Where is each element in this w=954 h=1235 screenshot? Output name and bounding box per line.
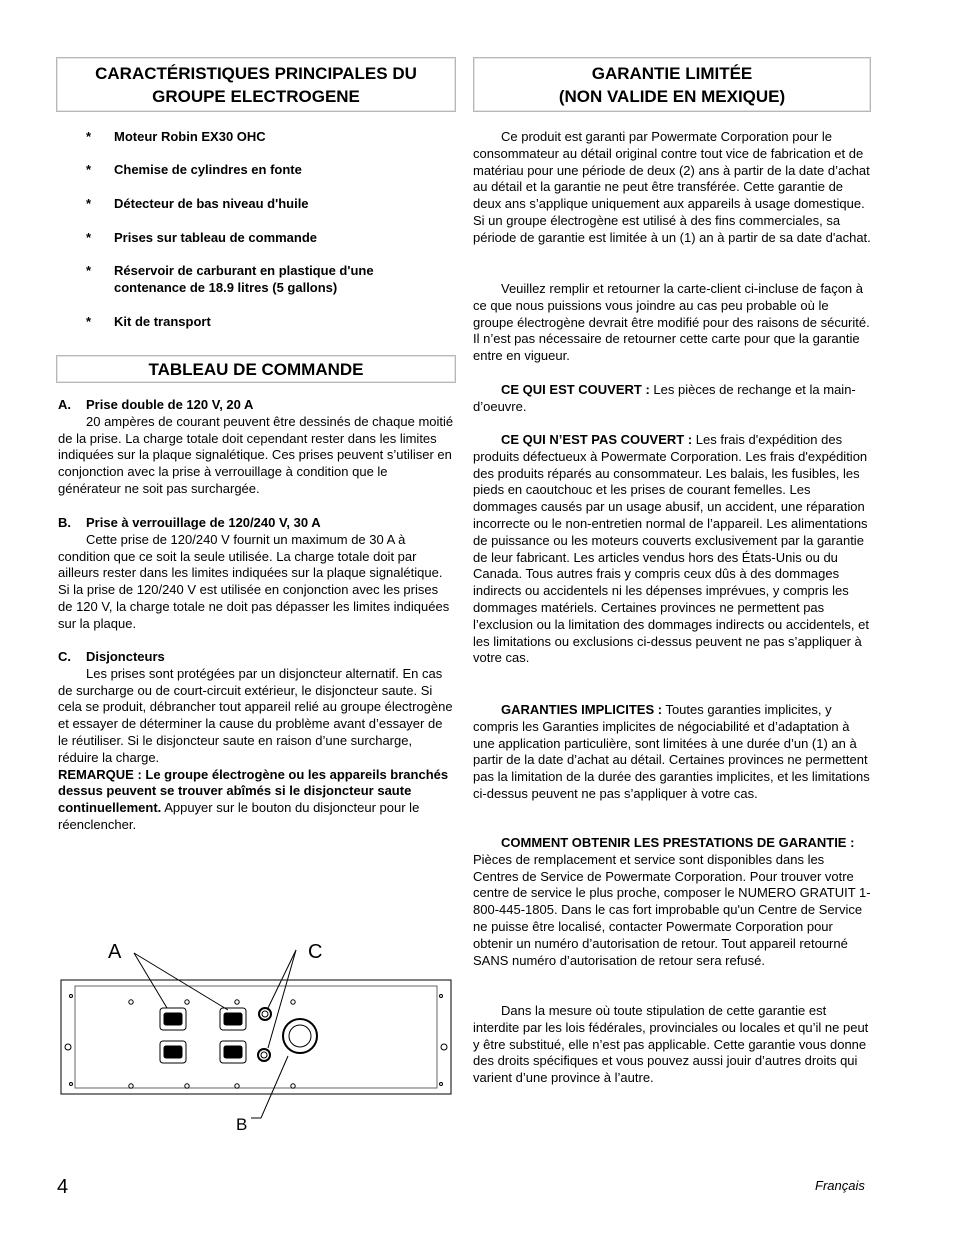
page-number: 4 (57, 1176, 69, 1198)
screw (235, 1000, 239, 1004)
features-heading (56, 57, 456, 112)
list-item-text-2: contenance de 18.9 litres (5 gallons) (114, 280, 338, 295)
section-c-body: Les prises sont protégées par un disjoncteur alternatif. En cas de surcharge ou de court-circuit extérieur, le disjoncteur saute. Si cela se produit, débrancher tout appareil relié au groupe électrogène et essayer de déterminer la cause du problème avant d’essayer de le réutiliser. Si le disjoncteur saute en raison d’une surcharge, réduire la charge. (58, 665, 453, 765)
twist-lock-outlet-inner (289, 1025, 311, 1047)
paragraph-text (473, 382, 871, 416)
screw (440, 1083, 443, 1086)
section-c (58, 649, 454, 834)
list-item-text-wrap (114, 262, 454, 296)
covered-text: Les pièces de rechange et la main-d’oeuvre. (473, 382, 856, 414)
language-label: Français (815, 1178, 865, 1193)
section-a-letter: A. (58, 397, 71, 412)
paragraph-text: Dans la mesure où toute stipulation de cette garantie est interdite par les lois fédérales, provinciales ou locales et qu’il ne peut y être substitué, elle n’est pas applicable. Cette garantie vous donne des droits spécifiques et vous pouvez aussi jouir d’autres droits qui varient d’une province à l’autre. (473, 1003, 869, 1086)
not-covered-paragraph (473, 432, 871, 667)
duplex-outlet-1 (160, 1008, 186, 1063)
note-tail: Appuyer sur le bouton du disjoncteur pour le réenclencher. (58, 800, 420, 832)
control-panel-heading-text: TABLEAU DE COMMANDE (148, 360, 364, 379)
screw (70, 1083, 73, 1086)
duplex-outlet-2 (220, 1008, 246, 1063)
label-b: B (236, 1115, 248, 1134)
list-item-text: Prises sur tableau de commande (114, 230, 318, 245)
warranty-heading-line1: GARANTIE LIMITÉE (591, 64, 753, 83)
paragraph-text (473, 432, 871, 667)
list-item-text: Détecteur de bas niveau d'huile (114, 196, 309, 211)
section-a-head (58, 397, 454, 414)
bullet-marker: * (86, 263, 92, 278)
section-c-letter: C. (58, 649, 71, 664)
bullet-marker: * (86, 129, 92, 144)
screw (129, 1000, 133, 1004)
list-item-text: Moteur Robin EX30 OHC (114, 129, 266, 144)
section-b-letter: B. (58, 515, 71, 530)
control-panel-diagram (56, 938, 456, 1138)
screw (185, 1000, 189, 1004)
paragraph-text: Ce produit est garanti par Powermate Corporation pour le consommateur au détail original contre tout vice de fabrication et de matériau pour une période de deux (2) ans à partir de la date d’achat au détail et la garantie ne peut être transférée. Cette garantie de deux ans s’applique uniquement aux appareils à usage domestique. Si un groupe électrogène est utilisé à des fins commerciales, sa période de garantie est limitée à un (1) an à partir de sa date d'achat. (473, 129, 871, 245)
section-c-note (58, 767, 454, 834)
features-heading-line1: CARACTÉRISTIQUES PRINCIPALES DU (95, 64, 417, 83)
list-item-text: Réservoir de carburant en plastique d'une (114, 263, 374, 278)
list-item-text: Chemise de cylindres en fonte (114, 162, 302, 177)
section-b-title: Prise à verrouillage de 120/240 V, 30 A (86, 515, 321, 530)
screw (440, 995, 443, 998)
breaker (262, 1011, 268, 1017)
breaker (259, 1008, 271, 1020)
paragraph-text (473, 835, 871, 969)
features-heading-line2: GROUPE ELECTROGENE (152, 87, 360, 106)
section-a-body: 20 ampères de courant peuvent être dessinés de chaque moitié de la prise. La charge totale doit cependant rester dans les limites indiquées sur la plaque signalétique. Ces prises peuvent s’utiliser en conjonction avec la prise à verrouillage à condition que le générateur ne soit pas surchargée. (58, 413, 454, 496)
service-paragraph (473, 835, 871, 969)
note-bold: REMARQUE : Le groupe électrogène ou les appareils branchés dessus peuvent se trouver abîmés si le disjoncteur saute continuellement. (58, 766, 449, 816)
twist-lock-outlet (283, 1019, 317, 1053)
list-item-text: Kit de transport (114, 314, 211, 329)
implied-label: GARANTIES IMPLICITES : (501, 702, 663, 717)
mounting-hole (441, 1044, 447, 1050)
section-c-head (58, 649, 454, 666)
service-text: Pièces de remplacement et service sont disponibles dans les Centres de Service de Powermate Corporation. Pour trouver votre centre de service le plus proche, composer le NUMERO GRATUIT 1-800-445-1805. Dans le cas fort improbable qu'un Centre de Service ne puisse être localisé, contacter Powermate Corporation pour obtenir un numéro d’autorisation de retour. Tout appareil retourné SANS numéro d’autorisation de retour sera refusé. (473, 851, 871, 968)
warranty-paragraph-1 (473, 129, 871, 247)
implied-text: Toutes garanties implicites, y compris les Garanties implicites de négociabilité et d’adaptation à une application particulière, sont limitées à une durée d’un (1) an à partir de la date d’achat au détail. Certaines provinces ne permettent pas la limitation de la durée des garanties implicites, et les limitations ci-dessus peuvent ne pas s’appliquer à votre cas. (473, 702, 870, 801)
label-a: A (108, 941, 122, 963)
section-b-body: Cette prise de 120/240 V fournit un maximum de 30 A à condition que ce soit la seule utilisée. La charge totale doit par ailleurs rester dans les limites indiquées sur la plaque signalétique. Si la prise de 120/240 V est utilisée en conjonction avec les prises de 120 V, la charge totale ne doit pas dépasser les limites indiquées sur la plaque. (58, 531, 450, 631)
implied-warranties-paragraph (473, 702, 871, 803)
bullet-marker: * (86, 162, 92, 177)
service-label: COMMENT OBTENIR LES PRESTATIONS DE GARANTIE : (501, 835, 855, 850)
warranty-paragraph-2 (473, 281, 871, 365)
bullet-marker: * (86, 230, 92, 245)
label-c: C (308, 941, 323, 963)
screw (291, 1000, 295, 1004)
mounting-hole (65, 1044, 71, 1050)
arrow-b (251, 1056, 288, 1118)
warranty-heading-line2: (NON VALIDE EN MEXIQUE) (558, 87, 786, 106)
section-b (58, 515, 454, 633)
section-a (58, 397, 454, 498)
warranty-heading (473, 57, 871, 112)
covered-label: CE QUI EST COUVERT : (501, 382, 650, 397)
bullet-marker: * (86, 196, 92, 211)
screw (70, 995, 73, 998)
not-covered-text: Les frais d'expédition des produits défectueux à Powermate Corporation. Les frais d'expédition des produits réparés au consommateur. Les balais, les fusibles, les pieds en caoutchouc et les prises de courant femelles. Les dommages causés par un usage abusif, un accident, une réparation incorrecte ou le non-entretien normal de l’appareil. Les alimentations de puissance ou les moteurs couverts exclusivement par la garantie de leur fabricant. Les articles vendus hors des États-Unis ou du Canada. Tous autres frais y compris ceux dûs à des dommages indirects ou accidentels ni les dépenses imprévues, y compris les dommages matériels. Certaines provinces ne permettent pas l’exclusion ou la limitation des dommages indirects ou accidentels, et les limitations ou exclusions ci-dessus peuvent ne pas s’appliquer à votre cas. (473, 432, 869, 666)
not-covered-label: CE QUI N’EST PAS COUVERT : (501, 432, 693, 447)
section-c-title: Disjoncteurs (86, 649, 165, 664)
control-panel-heading (56, 355, 456, 383)
section-b-head (58, 515, 454, 532)
paragraph-text: Veuillez remplir et retourner la carte-client ci-incluse de façon à ce que nous puissions vous joindre au cas peu probable où le groupe électrogène devrait être modifié pour des raisons de sécurité. Il n’est pas nécessaire de retourner cette carte pour que la garantie entre en vigueur. (473, 281, 870, 364)
arrow-a (134, 953, 228, 1010)
paragraph-text (473, 702, 871, 803)
section-a-title: Prise double de 120 V, 20 A (86, 397, 254, 412)
panel-outline (61, 980, 451, 1094)
breaker (261, 1052, 267, 1058)
covered-paragraph (473, 382, 871, 416)
legal-paragraph (473, 1003, 871, 1087)
breaker (258, 1049, 270, 1061)
bullet-marker: * (86, 314, 92, 329)
